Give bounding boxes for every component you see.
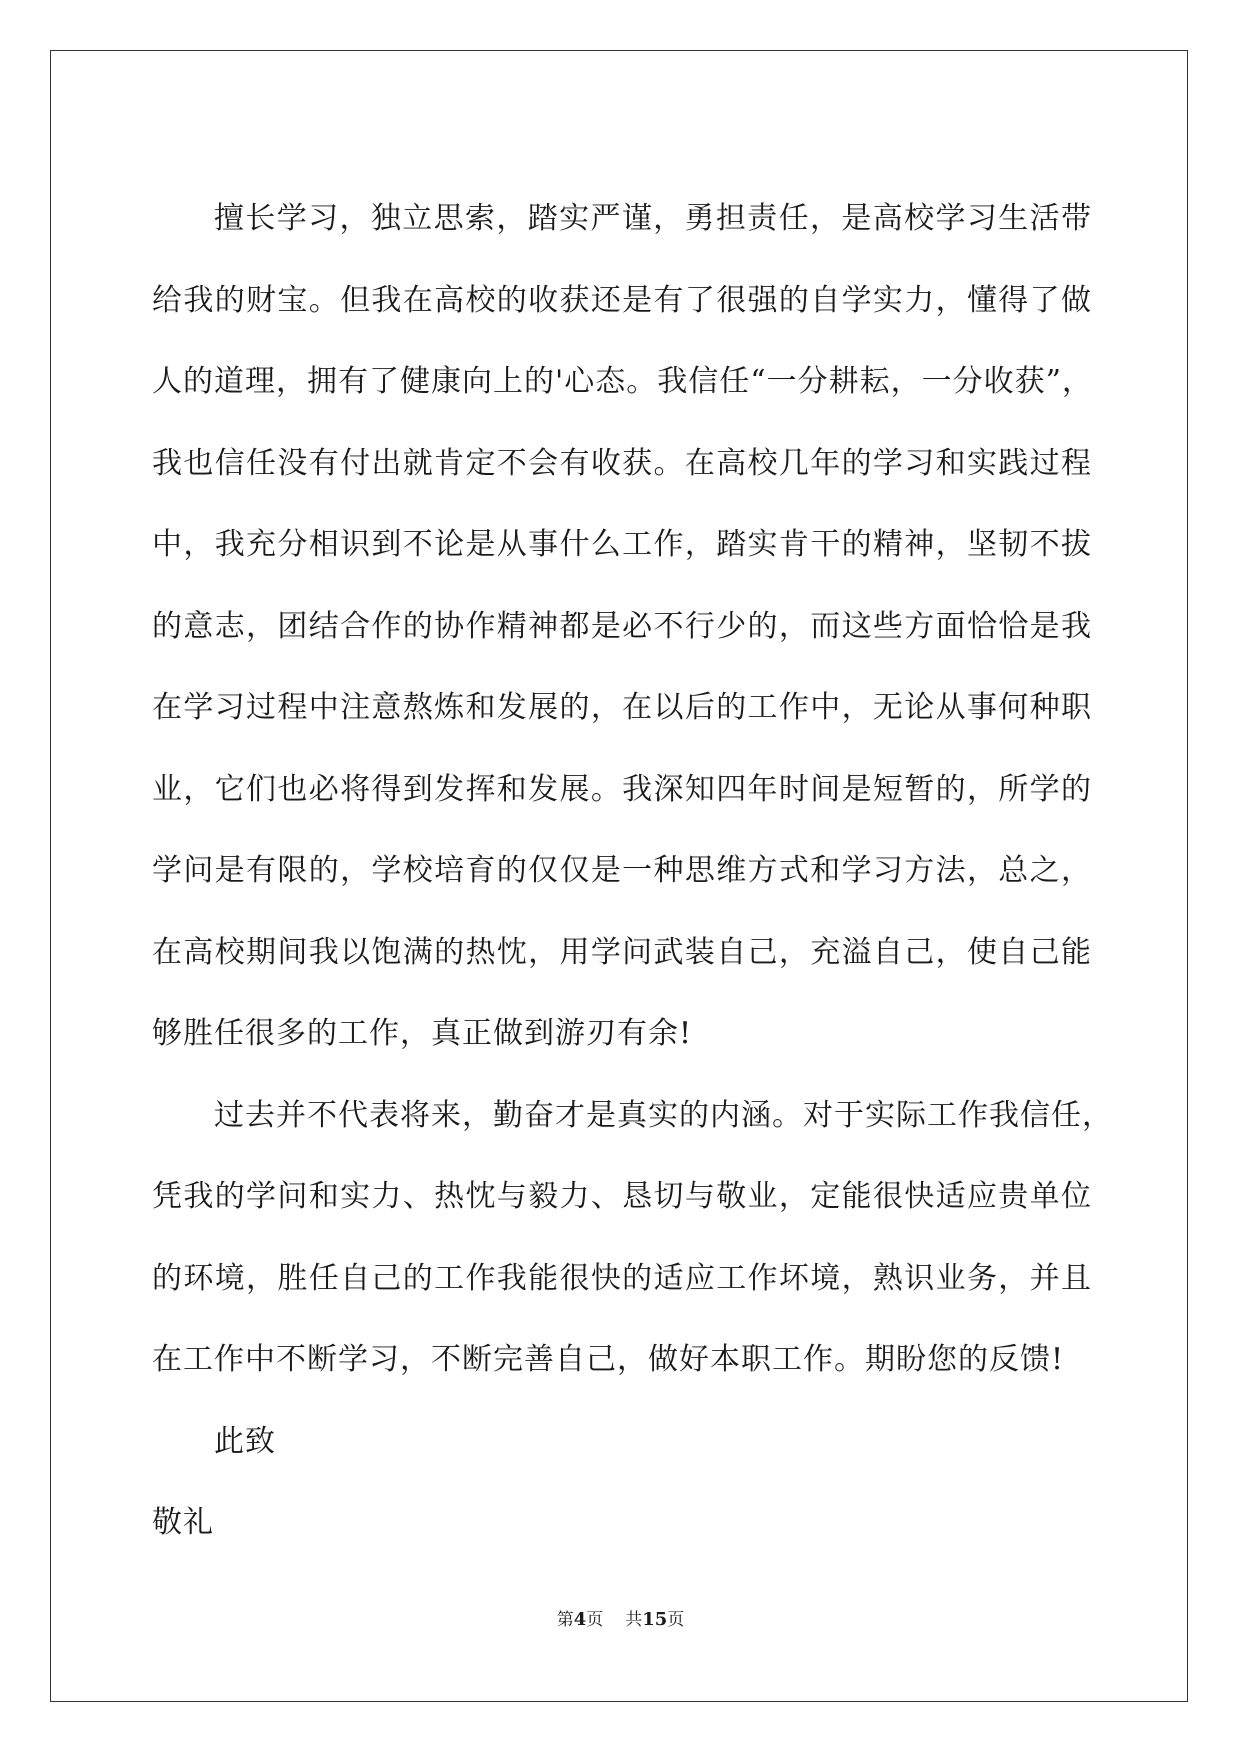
closing-regards: 敬礼	[152, 1505, 214, 1540]
paragraph-line: 在高校期间我以饱满的热忱，用学问武装自己，充溢自己，使自己能	[152, 934, 1092, 970]
closing-salutation: 此致	[214, 1423, 276, 1459]
paragraph-line: 够胜任很多的工作，真正做到游刃有余!	[152, 1016, 693, 1051]
page-prefix: 第	[556, 1610, 574, 1630]
paragraph-line: 我也信任没有付出就肯定不会有收获。在高校几年的学习和实践过程	[152, 445, 1092, 481]
paragraph-line: 的意志，团结合作的协作精神都是必不行少的，而这些方面恰恰是我	[152, 608, 1092, 644]
paragraph-line: 中，我充分相识到不论是从事什么工作，踏实肯干的精神，坚韧不拔	[152, 527, 1092, 562]
total-suffix: 页	[667, 1610, 685, 1630]
paragraph-line: 凭我的学问和实力、热忱与毅力、恳切与敬业，定能很快适应贵单位	[152, 1179, 1092, 1214]
paragraph-line: 业，它们也必将得到发挥和发展。我深知四年时间是短暂的，所学的	[152, 771, 1092, 807]
paragraph-line: 给我的财宝。但我在高校的收获还是有了很强的自学实力，懂得了做	[152, 282, 1092, 318]
paragraph-1	[152, 178, 1092, 1075]
total-pages: 15	[642, 1609, 668, 1630]
page-suffix: 页	[586, 1610, 604, 1630]
paragraph-line: 擅长学习，独立思索，踏实严谨，勇担责任，是高校学习生活带	[214, 201, 1092, 236]
total-prefix: 共	[625, 1610, 643, 1630]
paragraph-line: 在学习过程中注意熬炼和发展的，在以后的工作中，无论从事何种职	[152, 690, 1092, 725]
letter-body	[152, 178, 1113, 1564]
page-footer	[0, 1605, 1241, 1630]
paragraph-line: 在工作中不断学习，不断完善自己，做好本职工作。期盼您的反馈!	[152, 1342, 1065, 1377]
paragraph-line: 学问是有限的，学校培育的仅仅是一种思维方式和学习方法，总之，	[152, 853, 1092, 888]
paragraph-line: 人的道理，拥有了健康向上的'心态。我信任“一分耕耘，一分收获”，	[152, 364, 1093, 399]
paragraph-line: 的环境，胜任自己的工作我能很快的适应工作坏境，熟识业务，并且	[152, 1260, 1092, 1296]
paragraph-line: 过去并不代表将来，勤奋才是真实的内涵。对于实际工作我信任，	[214, 1097, 1113, 1133]
page-number: 4	[573, 1609, 587, 1630]
paragraph-2	[152, 1075, 1113, 1401]
